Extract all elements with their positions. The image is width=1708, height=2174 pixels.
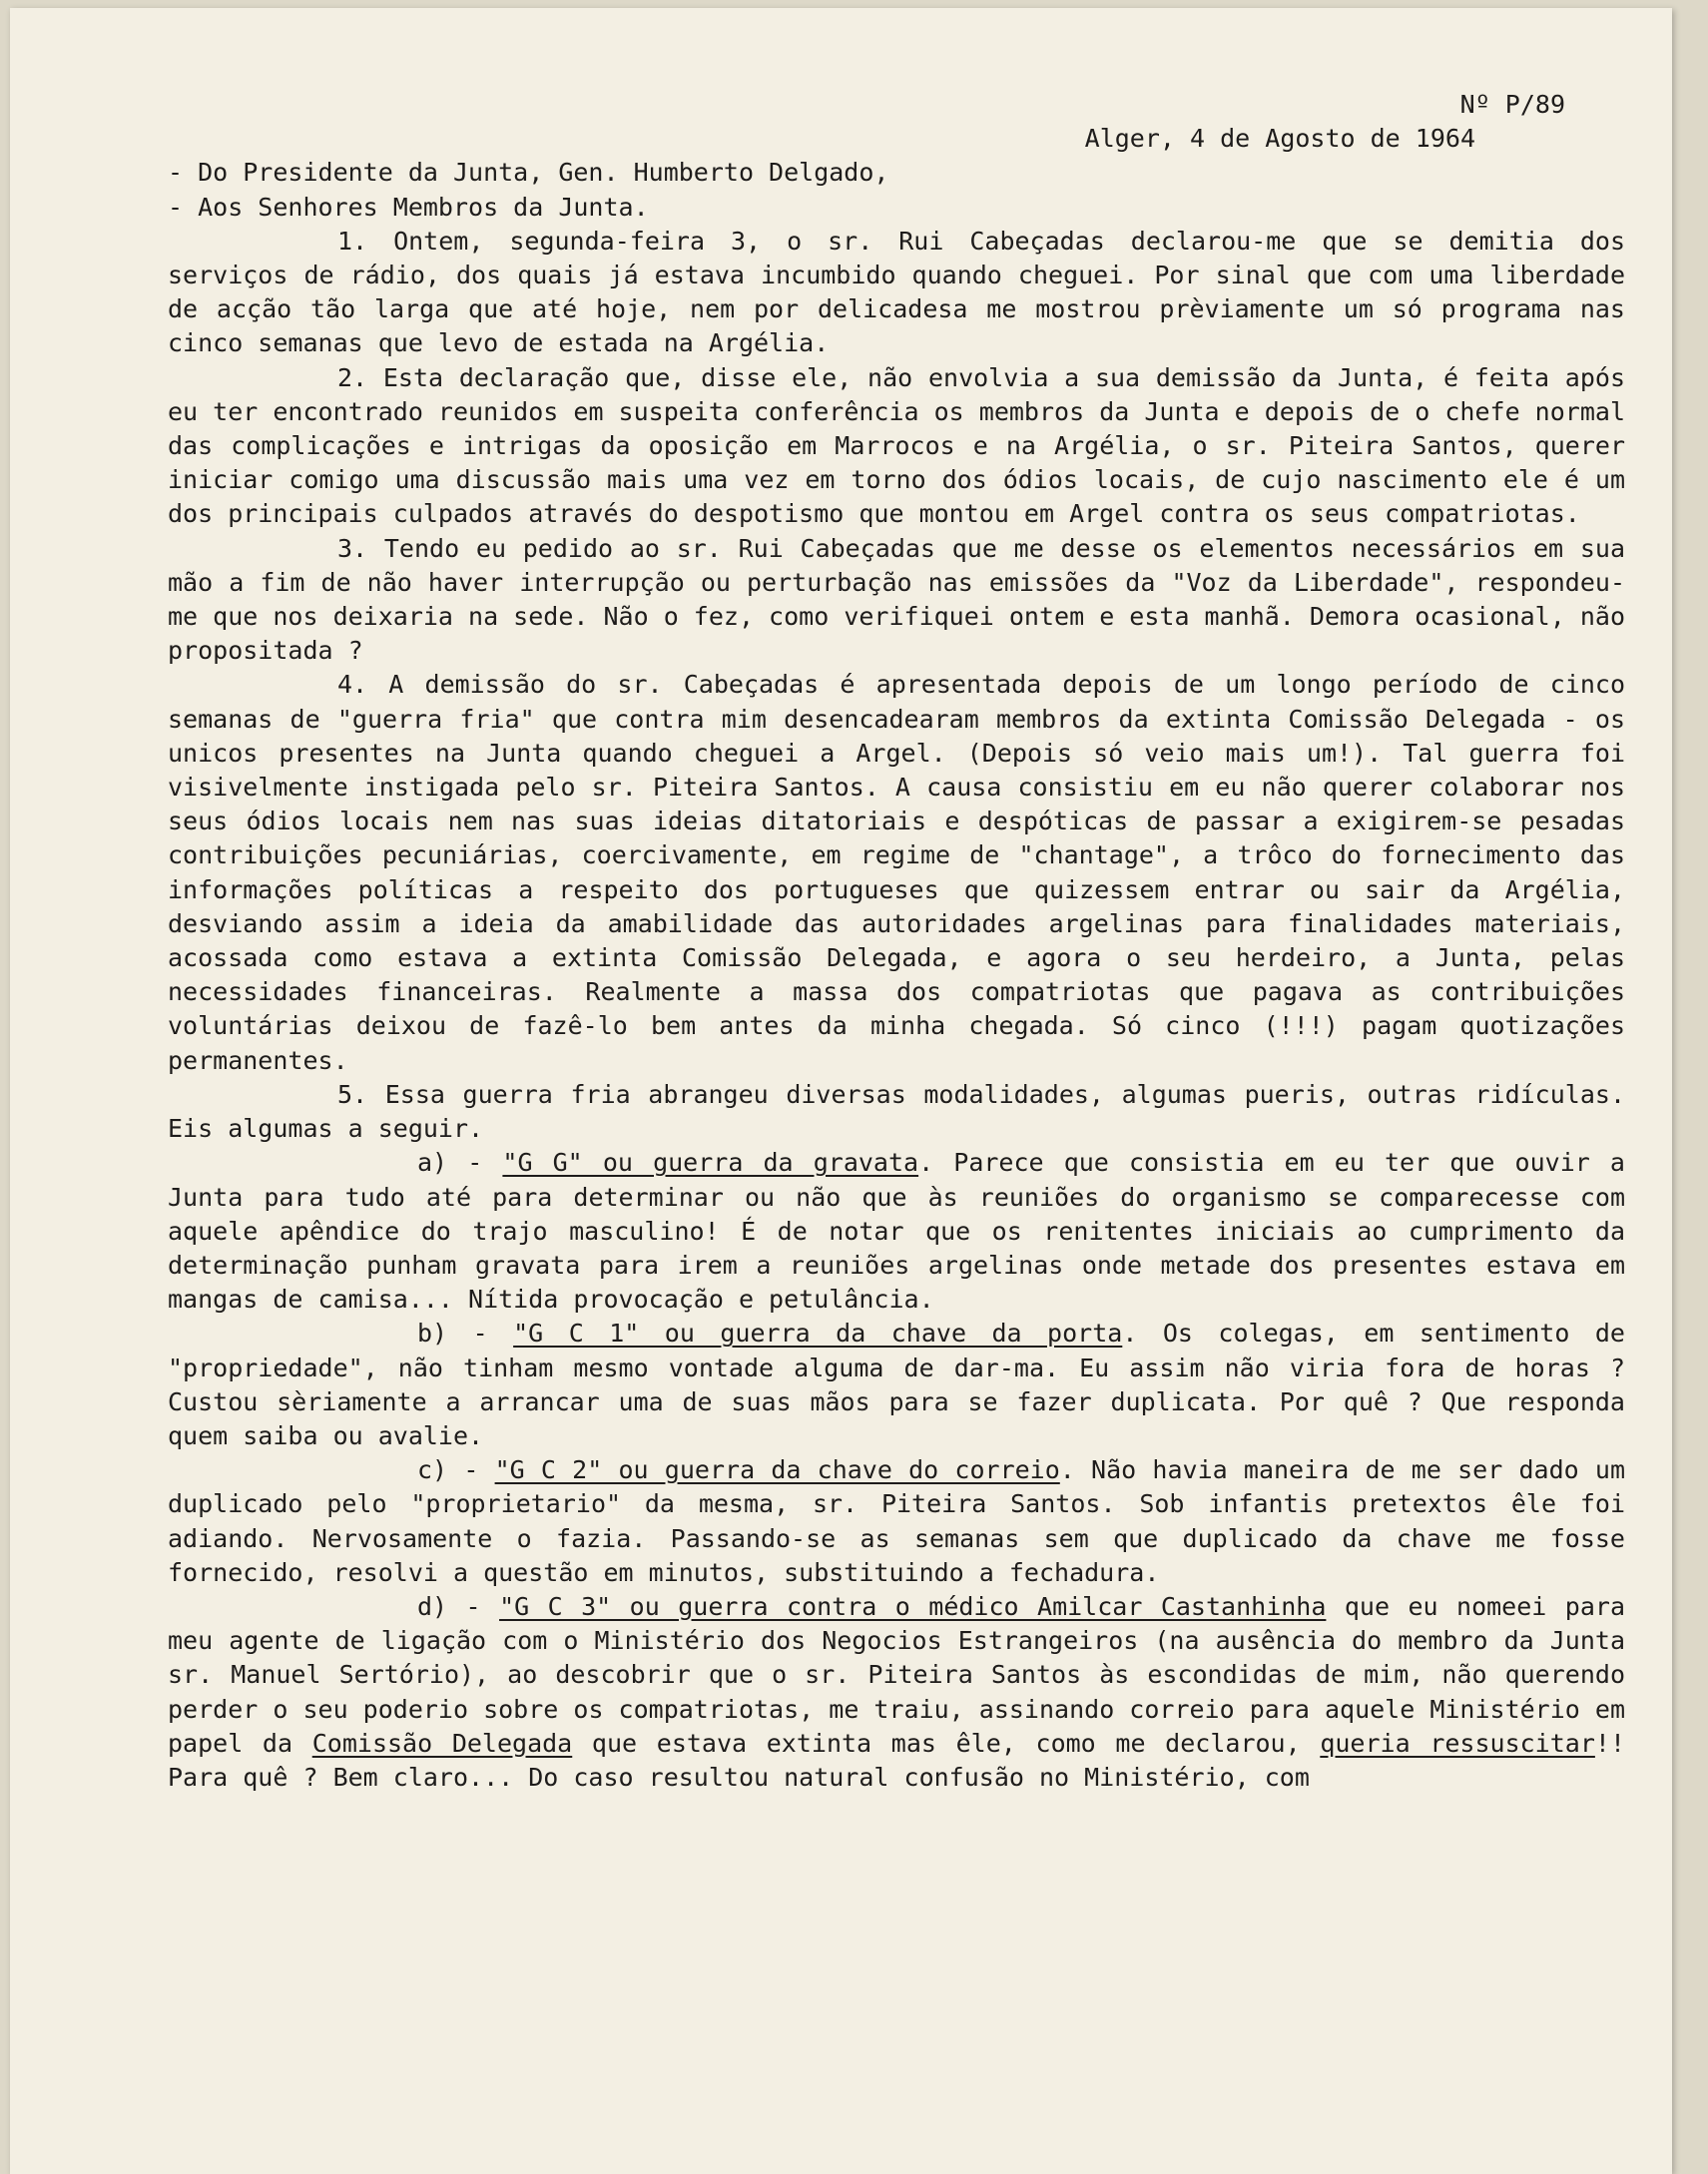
paragraph-4: 4. A demissão do sr. Cabeçadas é apresentada depois de um longo período de cinco semanas de "guerra fria" que contra mim desencadearam membros da extinta Comissão Delegada - os unicos presentes na Junta quando cheguei a Argel. (Depois só veio mais um!). Tal guerra foi visivelmente instigada pelo sr. Piteira Santos. A causa consistiu em eu não querer colaborar nos seus ódios locais nem nas suas ideias ditatoriais e despóticas de passar a exigirem-se pesadas contribuições pecuniárias, coercivamente, em regime de "chantage", a trôco do fornecimento das informações políticas a respeito dos portugueses que quizessem entrar ou sair da Argélia, desviando assim a ideia da amabilidade das autoridades argelinas para finalidades materiais, acossada como estava a extinta Comissão Delegada, e agora o seu herdeiro, a Junta, pelas necessidades financeiras. Realmente a massa dos compatriotas que pagava as contribuições voluntárias deixou de fazê-lo bem antes da minha chegada. Só cinco (!!!) pagam quotizações permanentes. [168,670,1625,1075]
item-d-title: "G C 3" ou guerra contra o médico Amilcar Castanhinha [499,1591,1327,1621]
recipient-line: - Aos Senhores Membros da Junta. [168,192,649,222]
item-d-underline-2: queria ressuscitar [1320,1728,1595,1758]
item-b-body: . Os colegas, em sentimento de "propriedade", não tinham mesmo vontade alguma de dar-ma. Eu assim não viria fora de horas ? Custou sèriamente a arrancar uma de suas mãos para se fazer duplicata. Por quê ? Que responda quem saiba ou avalie. [168,1319,1625,1450]
letter-body [168,88,1625,1795]
item-c-marker: c) - [417,1455,495,1485]
paragraph-3: 3. Tendo eu pedido ao sr. Rui Cabeçadas que me desse os elementos necessários em sua mão a fim de não haver interrupção ou perturbação nas emissões da "Voz da Liberdade", respondeu-me que nos deixaria na sede. Não o fez, como verifiquei ontem e esta manhã. Demora ocasional, não propositada ? [168,533,1625,666]
item-b [168,1317,1625,1453]
sender-line: - Do Presidente da Junta, Gen. Humberto Delgado, [168,158,889,188]
item-d-body-2: que estava extinta mas êle, como me declarou, [572,1728,1321,1758]
item-d [168,1590,1625,1795]
paragraph-2: 2. Esta declaração que, disse ele, não envolvia a sua demissão da Junta, é feita após eu ter encontrado reunidos em suspeita conferência os membros da Junta e depois de o chefe normal das complicações e intrigas da oposição em Marrocos e na Argélia, o sr. Piteira Santos, querer iniciar comigo uma discussão mais uma vez em torno dos ódios locais, de cujo nascimento ele é um dos principais culpados através do despotismo que montou em Argel contra os seus compatriotas. [168,362,1625,529]
item-d-body-1: que eu nomeei para meu agente de ligação com o Ministério dos Negocios Estrangeiros (na ausência do membro da Junta sr. Manuel Sertório), ao descobrir que o sr. Piteira Santos às escondidas de mim, não querendo perder o seu poderio sobre os compatriotas, me traiu, assinando correio para aquele Ministério em papel da [168,1591,1625,1758]
item-d-underline-1: Comissão Delegada [311,1728,573,1758]
item-a-body: . Parece que consistia em eu ter que ouvir a Junta para tudo até para determinar ou não que às reuniões do organismo se comparecesse com aquele apêndice do trajo masculino! É de notar que os renitentes iniciais ao cumprimento da determinação punham gravata para irem a reuniões argelinas onde metade dos presentes estava em mangas de camisa... Nítida provocação e petulância. [168,1148,1625,1315]
letter-page [10,8,1672,2174]
item-c-title: "G C 2" ou guerra da chave do correio [494,1455,1060,1485]
item-c-body: . Não havia maneira de me ser dado um duplicado pelo "proprietario" da mesma, sr. Piteira Santos. Sob infantis pretextos êle foi adiando. Nervosamente o fazia. Passando-se as semanas sem que duplicado da chave me fosse fornecido, resolvi a questão em minutos, substituindo a fechadura. [168,1455,1625,1587]
item-a [168,1146,1625,1317]
item-c [168,1453,1625,1590]
item-d-marker: d) - [417,1591,500,1621]
reference-number: Nº P/89 [1459,90,1565,119]
item-b-title: "G C 1" ou guerra da chave da porta [513,1319,1123,1349]
date-line: Alger, 4 de Agosto de 1964 [1084,124,1475,154]
item-d-body-3: !! Para quê ? Bem claro... Do caso resultou natural confusão no Ministério, com [168,1728,1625,1792]
item-a-marker: a) - [417,1148,503,1178]
paragraph-5: 5. Essa guerra fria abrangeu diversas modalidades, algumas pueris, outras ridículas. Eis algumas a seguir. [168,1079,1625,1144]
item-b-marker: b) - [417,1319,514,1349]
paragraph-1: 1. Ontem, segunda-feira 3, o sr. Rui Cabeçadas declarou-me que se demitia dos serviços de rádio, dos quais já estava incumbido quando cheguei. Por sinal que com uma liberdade de acção tão larga que até hoje, nem por delicadesa me mostrou prèviamente um só programa nas cinco semanas que levo de estada na Argélia. [168,226,1625,358]
item-a-title: "G G" ou guerra da gravata [502,1148,919,1178]
